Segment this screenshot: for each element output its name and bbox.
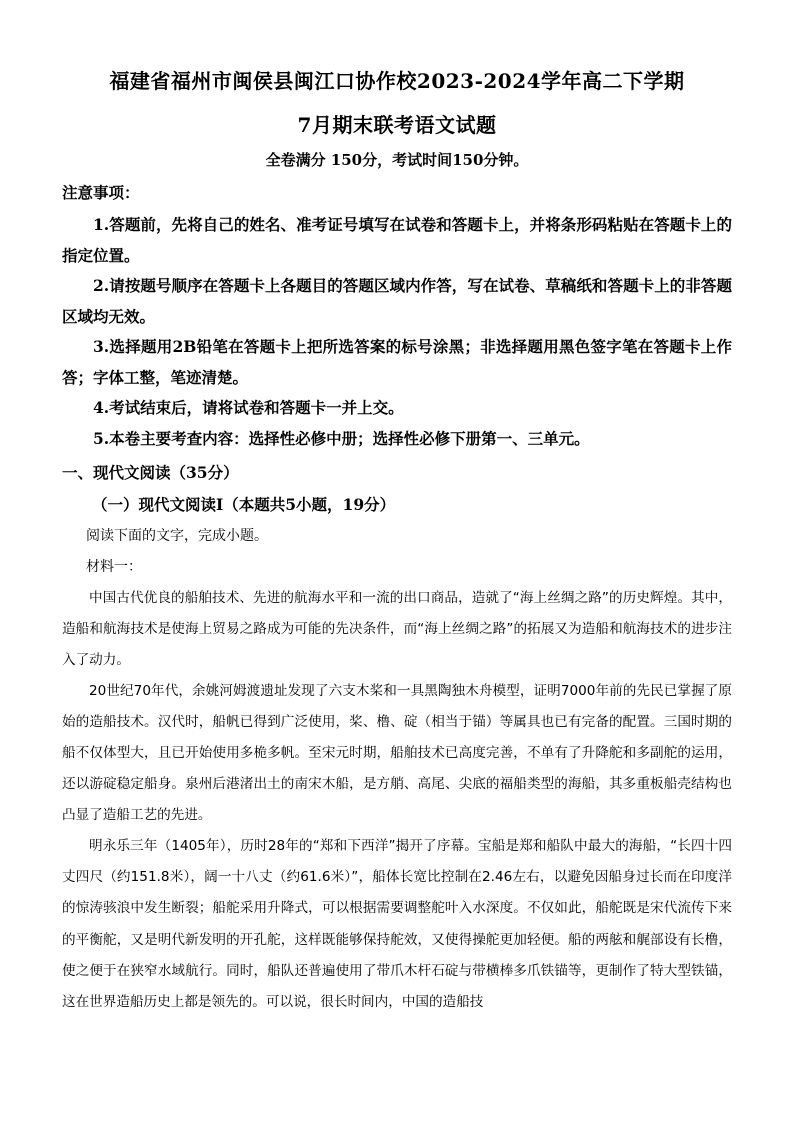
exam-title-line1: 福建省福州市闽侯县闽江口协作校2023-2024学年高二下学期	[109, 69, 685, 93]
material-text	[62, 583, 732, 1018]
notice-item: 5.本卷主要考查内容：选择性必修中册；选择性必修下册第一、三单元。	[93, 428, 590, 448]
section-heading: 一、现代文阅读（35分）	[62, 463, 239, 482]
notice-heading: 注意事项：	[62, 183, 140, 202]
material-label: 材料一：	[86, 559, 142, 575]
paragraph: 明永乐三年（1405年），历时28年的“郑和下西洋”揭开了序幕。宝船是郑和船队中最大的海船，“长四十四丈四尺（约151.8米），阔一十八丈（约61.6米）”，船体长宽比控制在2.46左右，以避免因船身过长而在印度洋的惊涛骇浪中发生断裂；船舵采用升降式，可以根据需要调整舵叶入水深度。不仅如此，船舵既是宋代流传下来的平衡舵，又是明代新发明的开孔舵，这样既能够保持舵效，又使得操舵更加轻便。船的两舷和艉部设有长橹，使之便于在狭窄水域航行。同时，船队还普遍使用了带爪木杆石碇与带横棒多爪铁锚等，更制作了特大型铁锚，这在世界造船历史上都是领先的。可以说，很长时间内，中国的造船技	[62, 838, 732, 1010]
paragraph: 20世纪70年代，余姚河姆渡遗址发现了六支木桨和一具黑陶独木舟模型，证明7000年前的先民已掌握了原始的造船技术。汉代时，船帆已得到广泛使用，桨、橹、碇（相当于锚）等属具也已有完备的配置。三国时期的船不仅体型大，且已开始使用多桅多帆。至宋元时期，船舶技术已高度完善，不单有了升降舵和多副舵的运用，还以游碇稳定船身。泉州后港渚出土的南宋木船，是方艄、高尾、尖底的福船类型的海船，其多重板船壳结构也凸显了造船工艺的先进。	[62, 683, 732, 824]
notice-item: 1.答题前，先将自己的姓名、准考证号填写在试卷和答题卡上，并将条形码粘贴在答题卡上的指定位置。	[62, 215, 732, 265]
notice-item: 2.请按题号顺序在答题卡上各题目的答题区域内作答，写在试卷、草稿纸和答题卡上的非答题区域均无效。	[62, 276, 732, 326]
paragraph: 中国古代优良的船舶技术、先进的航海水平和一流的出口商品，造就了“海上丝绸之路”的历史辉煌。其中，造船和航海技术是使海上贸易之路成为可能的先决条件，而“海上丝绸之路”的拓展又为造船和航海技术的进步注入了动力。	[62, 590, 732, 669]
exam-score-time: 全卷满分 150分，考试时间150分钟。	[265, 151, 529, 169]
reading-instruction: 阅读下面的文字，完成小题。	[86, 528, 268, 544]
notice-item: 3.选择题用2B铅笔在答题卡上把所选答案的标号涂黑；非选择题用黑色签字笔在答题卡上作答；字体工整，笔迹清楚。	[62, 337, 732, 387]
notice-item: 4.考试结束后，请将试卷和答题卡一并上交。	[93, 398, 404, 417]
exam-title-line2: 7月期末联考语文试题	[297, 113, 497, 137]
subsection-heading: （一）现代文阅读Ⅰ（本题共5小题，19分）	[92, 495, 396, 514]
notice-list	[62, 210, 732, 454]
